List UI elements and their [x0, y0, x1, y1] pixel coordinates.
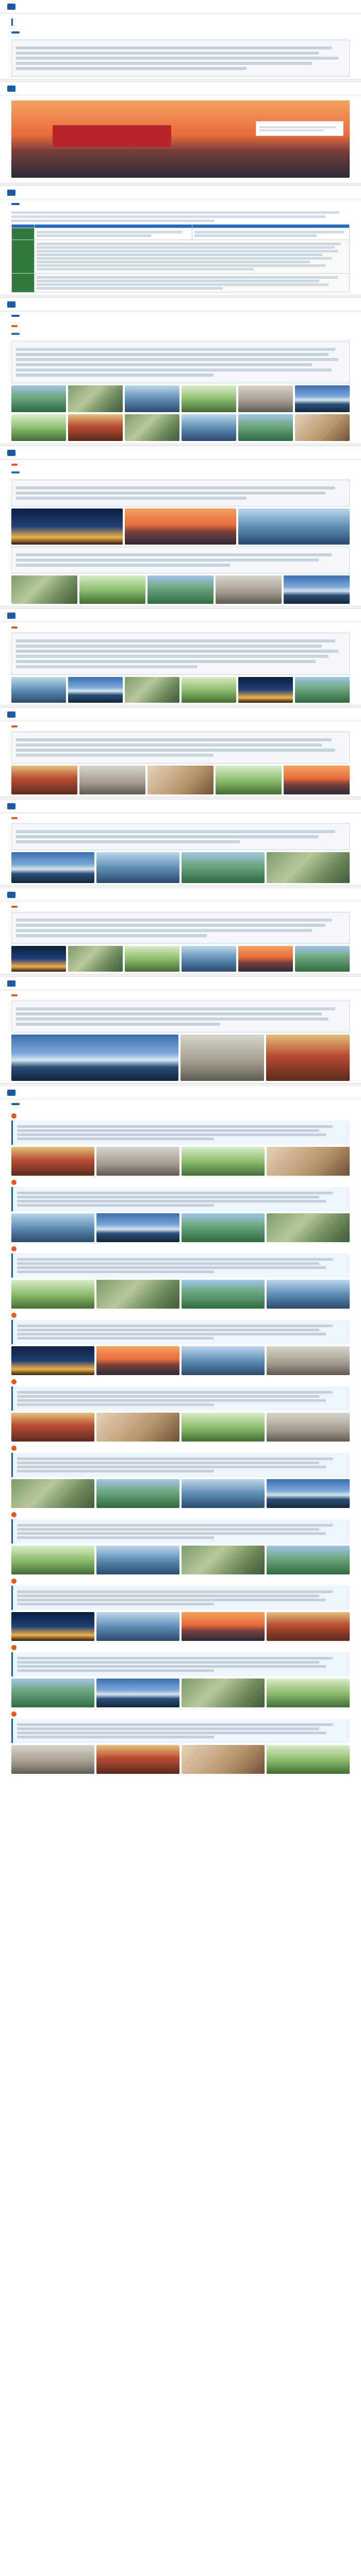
slide-header — [0, 82, 361, 95]
gallery-photo — [11, 414, 66, 441]
gallery-photo — [238, 677, 293, 703]
gallery-photo — [11, 1147, 94, 1176]
logo — [7, 711, 15, 718]
photo-gallery — [11, 1035, 350, 1081]
photo-gallery — [11, 946, 350, 972]
title-bar — [11, 19, 13, 26]
slide-project-3 — [0, 609, 361, 703]
gallery-photo — [147, 766, 214, 794]
gallery-photo — [96, 1679, 179, 1707]
logo — [7, 86, 15, 92]
plan-col-1 — [35, 225, 192, 228]
gallery-photo — [295, 946, 350, 972]
gallery-photo — [68, 385, 123, 412]
project-heading — [0, 721, 361, 730]
logo — [7, 980, 15, 987]
gallery-photo — [182, 1346, 265, 1375]
gallery-photo — [182, 1679, 265, 1707]
gallery-photo — [267, 1679, 350, 1707]
slide-project-1 — [0, 298, 361, 441]
node-description — [11, 1386, 350, 1411]
project-number — [11, 464, 18, 466]
gallery-photo — [11, 575, 77, 604]
photo-gallery — [11, 677, 350, 703]
nodes-list — [0, 1113, 361, 1774]
plan-intro-text — [11, 211, 350, 222]
plan-table — [11, 224, 350, 293]
gallery-photo — [267, 1213, 350, 1242]
node-block — [0, 1512, 361, 1574]
gallery-photo — [267, 1479, 350, 1508]
gallery-photo — [11, 385, 66, 412]
gallery-photo — [182, 1213, 265, 1242]
photo-gallery — [11, 766, 350, 794]
project-sub-badge — [11, 471, 20, 473]
gallery-photo — [182, 1546, 265, 1574]
photo-gallery — [11, 1745, 350, 1774]
logo — [7, 301, 15, 308]
node-heading — [11, 1313, 350, 1318]
gallery-photo — [284, 575, 350, 604]
gallery-photo — [267, 1280, 350, 1309]
node-heading — [11, 1579, 350, 1584]
gallery-photo — [295, 385, 350, 412]
project-number — [11, 906, 18, 908]
project-text — [11, 341, 350, 383]
gallery-photo — [96, 1546, 179, 1574]
gallery-photo — [238, 946, 293, 972]
gallery-photo — [96, 1413, 179, 1442]
gallery-photo — [11, 509, 123, 545]
gallery-photo — [11, 1479, 94, 1508]
logo-mark — [7, 892, 15, 898]
gallery-photo — [284, 766, 350, 794]
logo — [7, 190, 15, 196]
summary-textbox — [11, 40, 350, 77]
logo-mark — [7, 711, 15, 718]
gallery-photo — [125, 946, 179, 972]
map-pin-icon — [11, 1645, 17, 1650]
node-description — [11, 1453, 350, 1477]
node-description — [11, 1719, 350, 1743]
gallery-photo — [79, 766, 145, 794]
photo-gallery — [11, 1280, 350, 1309]
project-number — [11, 725, 18, 727]
logo-mark — [7, 1090, 15, 1096]
gallery-photo — [96, 1346, 179, 1375]
gallery-photo — [182, 1479, 265, 1508]
gallery-photo — [11, 1280, 94, 1309]
project-heading — [0, 460, 361, 468]
slide-header — [0, 298, 361, 311]
node-block — [0, 1446, 361, 1508]
map-pin-icon — [11, 1246, 17, 1251]
photo-gallery — [11, 852, 350, 883]
photo-gallery — [11, 1679, 350, 1707]
project-sub-badge — [11, 333, 20, 335]
plan-col-cat — [12, 225, 35, 228]
slide-header — [0, 800, 361, 813]
map-pin-icon — [11, 1313, 17, 1318]
photo-gallery — [11, 509, 350, 545]
gallery-photo — [182, 1147, 265, 1176]
map-pin-icon — [11, 1711, 17, 1717]
row-category — [12, 274, 35, 293]
node-description — [11, 1320, 350, 1344]
gallery-photo — [182, 1745, 265, 1774]
map-pin-icon — [11, 1379, 17, 1384]
projects-badge — [11, 315, 20, 317]
photo-gallery — [11, 1147, 350, 1176]
project-text — [11, 1001, 350, 1032]
gallery-photo — [182, 946, 236, 972]
slide-project-6 — [0, 888, 361, 972]
project-text — [11, 912, 350, 944]
gallery-photo — [295, 677, 350, 703]
node-heading — [11, 1711, 350, 1717]
project-heading — [0, 321, 361, 329]
node-description — [11, 1253, 350, 1278]
map-pin-icon — [11, 1512, 17, 1517]
chapter-cover-image — [11, 100, 350, 178]
map-pin-icon — [11, 1180, 17, 1185]
project-text — [11, 480, 350, 506]
gallery-photo — [68, 946, 123, 972]
project-text — [11, 823, 350, 850]
plan-col-2 — [192, 225, 350, 228]
node-block — [0, 1246, 361, 1309]
slide-header — [0, 1086, 361, 1099]
photo-gallery — [11, 1413, 350, 1442]
node-block — [0, 1113, 361, 1176]
gallery-photo — [96, 1745, 179, 1774]
project-text — [11, 547, 350, 573]
nodes-badge — [11, 1103, 20, 1105]
project-number — [11, 626, 18, 629]
logo-mark — [7, 980, 15, 987]
gallery-photo — [267, 1147, 350, 1176]
project-heading — [0, 990, 361, 998]
slide-cover — [0, 82, 361, 178]
node-block — [0, 1180, 361, 1242]
slide-plan — [0, 186, 361, 293]
project-number — [11, 325, 18, 327]
node-description — [11, 1519, 350, 1544]
node-block — [0, 1711, 361, 1774]
logo-mark — [7, 4, 15, 10]
node-block — [0, 1579, 361, 1641]
map-pin-icon — [11, 1446, 17, 1451]
node-block — [0, 1313, 361, 1375]
gallery-photo — [182, 385, 236, 412]
photo-gallery — [11, 1213, 350, 1242]
logo — [7, 450, 15, 456]
chapter-ribbon — [53, 125, 171, 147]
node-heading — [11, 1446, 350, 1451]
gallery-photo — [267, 852, 350, 883]
gallery-photo — [11, 946, 66, 972]
gallery-photo — [79, 575, 145, 604]
node-block — [0, 1645, 361, 1707]
node-heading — [11, 1645, 350, 1650]
section-title — [0, 13, 361, 28]
gallery-photo — [266, 1035, 350, 1081]
logo-mark — [7, 450, 15, 456]
gallery-photo — [125, 414, 179, 441]
node-heading — [11, 1246, 350, 1251]
photo-gallery — [11, 1612, 350, 1641]
gallery-photo — [96, 1479, 179, 1508]
gallery-photo — [295, 414, 350, 441]
gallery-photo — [68, 677, 123, 703]
node-heading — [11, 1113, 350, 1118]
gallery-photo — [182, 1413, 265, 1442]
chapter-callout — [256, 121, 343, 136]
gallery-photo — [182, 1280, 265, 1309]
photo-gallery — [11, 1346, 350, 1375]
node-description — [11, 1586, 350, 1610]
logo-mark — [7, 190, 15, 196]
photo-gallery — [11, 575, 350, 604]
gallery-photo — [238, 385, 293, 412]
node-heading — [11, 1180, 350, 1185]
summary-badge — [11, 31, 20, 33]
gallery-photo — [11, 1413, 94, 1442]
gallery-photo — [11, 766, 77, 794]
gallery-photo — [96, 1147, 179, 1176]
node-description — [11, 1187, 350, 1211]
node-block — [0, 1379, 361, 1442]
slide-header — [0, 186, 361, 199]
project-text — [11, 633, 350, 675]
gallery-photo — [96, 1280, 179, 1309]
map-pin-icon — [11, 1113, 17, 1118]
logo — [7, 613, 15, 619]
slide-project-5 — [0, 800, 361, 883]
gallery-photo — [125, 677, 179, 703]
slide-header — [0, 609, 361, 622]
gallery-photo — [11, 1612, 94, 1641]
logo-mark — [7, 301, 15, 308]
gallery-photo — [11, 852, 94, 883]
photo-gallery — [11, 1479, 350, 1508]
slide-header — [0, 0, 361, 13]
logo — [7, 803, 15, 809]
slide-nodes — [0, 1086, 361, 1774]
logo — [7, 1090, 15, 1096]
gallery-photo — [182, 1612, 265, 1641]
gallery-photo — [267, 1346, 350, 1375]
gallery-photo — [182, 414, 236, 441]
gallery-photo — [96, 852, 179, 883]
gallery-photo — [238, 414, 293, 441]
photo-gallery — [11, 414, 350, 441]
table-row — [12, 228, 350, 240]
gallery-photo — [180, 1035, 264, 1081]
gallery-photo — [216, 766, 282, 794]
gallery-photo — [11, 1035, 178, 1081]
photo-gallery — [11, 385, 350, 412]
slide-project-7 — [0, 977, 361, 1081]
project-text — [11, 732, 350, 764]
logo — [7, 4, 15, 10]
gallery-photo — [125, 509, 236, 545]
gallery-photo — [267, 1745, 350, 1774]
logo-mark — [7, 803, 15, 809]
logo-mark — [7, 86, 15, 92]
gallery-photo — [11, 1346, 94, 1375]
photo-gallery — [11, 1546, 350, 1574]
slide-header — [0, 708, 361, 721]
gallery-photo — [147, 575, 214, 604]
gallery-photo — [11, 1213, 94, 1242]
gallery-photo — [96, 1612, 179, 1641]
gallery-photo — [267, 1413, 350, 1442]
gallery-photo — [216, 575, 282, 604]
slide-project-2 — [0, 446, 361, 604]
project-heading — [0, 902, 361, 910]
table-row — [12, 240, 350, 274]
node-heading — [11, 1379, 350, 1384]
project-number — [11, 994, 18, 996]
logo — [7, 892, 15, 898]
gallery-photo — [267, 1546, 350, 1574]
slide-header — [0, 446, 361, 460]
gallery-photo — [11, 1745, 94, 1774]
project-heading — [0, 813, 361, 821]
gallery-photo — [182, 677, 236, 703]
gallery-photo — [68, 414, 123, 441]
plan-badge — [11, 203, 20, 205]
gallery-photo — [11, 1546, 94, 1574]
node-heading — [11, 1512, 350, 1517]
gallery-photo — [96, 1213, 179, 1242]
gallery-photo — [238, 509, 350, 545]
slide-project-4 — [0, 708, 361, 794]
gallery-photo — [11, 1679, 94, 1707]
gallery-photo — [267, 1612, 350, 1641]
project-heading — [0, 622, 361, 631]
table-row — [12, 274, 350, 293]
slide-header — [0, 888, 361, 902]
slide-header — [0, 977, 361, 990]
node-description — [11, 1652, 350, 1676]
logo-mark — [7, 613, 15, 619]
node-description — [11, 1121, 350, 1145]
row-category — [12, 240, 35, 274]
gallery-photo — [182, 852, 265, 883]
gallery-photo — [11, 677, 66, 703]
gallery-photo — [125, 385, 179, 412]
slide-intro — [0, 0, 361, 77]
map-pin-icon — [11, 1579, 17, 1584]
project-number — [11, 817, 18, 819]
row-category — [12, 228, 35, 240]
